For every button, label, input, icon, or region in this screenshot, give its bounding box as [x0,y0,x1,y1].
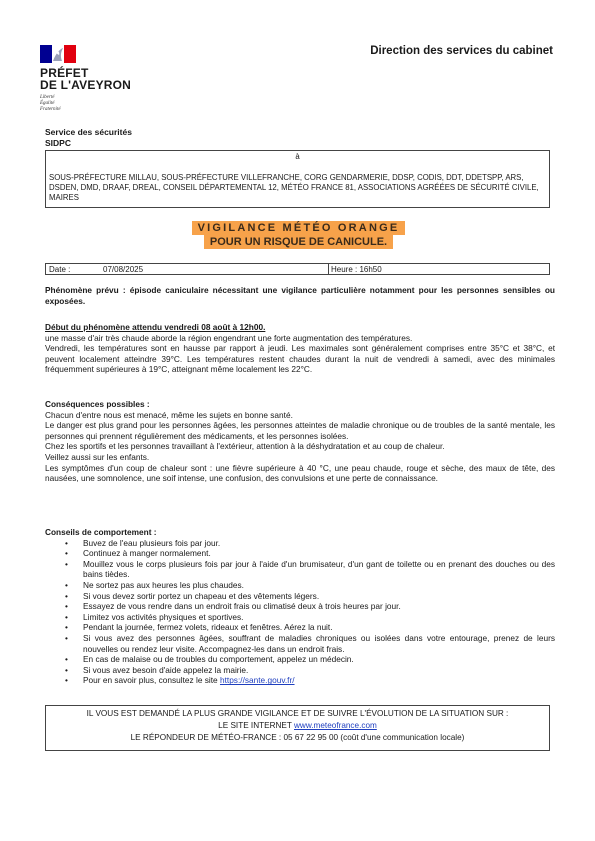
phenomene-text: épisode caniculaire nécessitant une vigilance particulière notamment pour les personnes sensibles ou exposées. [45,285,555,306]
list-item-text: Essayez de vous rendre dans un endroit frais ou climatisé deux à trois heures par jour. [83,601,401,612]
final-line-3: LE RÉPONDEUR DE MÉTÉO-FRANCE : 05 67 22 95 00 (coût d'une communication locale) [130,733,465,742]
list-item-text: Mouillez vous le corps plusieurs fois par jour à l'aide d'un brumisateur, d'un gant de toilette ou en prenant des douches ou des bains tièdes. [83,558,555,580]
bullet-icon: • [65,664,68,675]
prefecture-logo [40,45,140,113]
consequence-line: Chez les sportifs et les personnes travaillant à l'extérieur, attention à la déshydratation et au coup de chaleur. [45,441,445,452]
prefet-line1: PRÉFET [40,66,89,80]
list-item-text: Si vous avez besoin d'aide appelez la mairie. [83,664,249,675]
list-item-text: Continuez à manger normalement. [83,548,211,559]
debut-paragraph-1: une masse d'air très chaude aborde la région engendrant une forte augmentation des températures. [45,332,413,343]
debut-section [45,322,555,375]
debut-paragraph-2: Vendredi, les températures sont en hausse par rapport à jeudi. Les maximales sont généralement comprises entre 35°C et 38°C, et peuvent localement atteindre 39°C. Les températures restent chaudes durant la nuit de vendredi à samedi, avec des minimales fréquemment supérieures à 19°C, atteignant même localement les 22°C. [45,343,555,375]
vigilance-subtitle: POUR UN RISQUE DE CANICULE. [204,235,393,249]
list-item-text: Si vous avez des personnes âgées, souffrant de maladies chroniques ou isolées dans votre entourage, prenez de leurs nouvelles ou rendez leur visite. Accompagnez-les dans un endroit frais. [83,632,555,654]
sante-link[interactable]: https://sante.gouv.fr/ [219,675,295,686]
bullet-icon: • [65,548,68,559]
list-item [65,548,555,559]
list-item [65,654,555,665]
service-name: Service des sécurités [45,127,132,137]
bullet-icon: • [65,611,68,622]
list-item [65,622,555,633]
bullet-icon: • [65,601,68,612]
phenomene-section [45,285,555,306]
consequence-line: Chacun d'entre nous est menacé, même les sujets en bonne santé. [45,409,293,420]
list-item-text: Pour en savoir plus, consultez le site [83,675,220,686]
conseils-label: Conseils de comportement : [45,527,157,537]
list-item [65,538,555,549]
date-label: Date : [49,265,71,274]
phenomene-label: Phénomène prévu : [45,285,126,295]
vigilance-banner [181,221,416,249]
bullet-icon: • [65,654,68,665]
bullet-icon: • [65,558,68,569]
list-item [65,675,555,686]
final-line-2-prefix: LE SITE INTERNET [218,721,294,730]
vigilance-title: VIGILANCE MÉTÉO ORANGE [192,221,406,235]
service-block [45,127,132,149]
final-line-2 [46,720,549,732]
list-item [65,601,555,612]
list-item [65,665,555,676]
list-item-text: Limitez vos activités physiques et sportives. [83,611,244,622]
bullet-icon: • [65,632,68,643]
debut-label: Début du phénomène attendu vendredi 08 août à 12h00. [45,322,266,332]
bullet-icon: • [65,537,68,548]
addressees-box [45,150,550,208]
final-notice-box [45,705,550,751]
marianne-flag-icon [40,45,76,63]
bullet-icon: • [65,675,68,686]
list-item [65,633,555,654]
consequence-line: Veillez aussi sur les enfants. [45,451,150,462]
motto-egalite: Égalité [40,101,55,106]
motto-liberte: Liberté [40,95,55,100]
date-value: 07/08/2025 [103,265,144,274]
addressees-to: à [295,152,300,161]
list-item-text: Buvez de l'eau plusieurs fois par jour. [83,537,221,548]
date-row [45,263,550,275]
list-item [65,612,555,623]
motto-fraternite: Fraternité [40,107,61,112]
bullet-icon: • [65,579,68,590]
direction-title: Direction des services du cabinet [370,45,553,57]
list-item [65,580,555,591]
final-line-1: IL VOUS EST DEMANDÉ LA PLUS GRANDE VIGILANCE ET DE SUIVRE L'ÉVOLUTION DE LA SITUATION SUR : [86,709,509,718]
addressees-list: SOUS-PRÉFECTURE MILLAU, SOUS-PRÉFECTURE VILLEFRANCHE, CORG GENDARMERIE, DDSP, CODIS, DDT, DDETSPP, ARS, DSDEN, DMD, DRAAF, DREAL, CONSEIL DÉPARTEMENTAL 12, MÉTÉO FRANCE 81, ASSOCIATIONS AGRÉÉES DE SÉCURITÉ CIVILE, MAIRES [49,173,539,202]
prefet-line2: DE L'AVEYRON [40,78,132,92]
list-item-text: Si vous devez sortir portez un chapeau et des vêtements légers. [83,590,320,601]
list-item [65,591,555,602]
list-item-text: En cas de malaise ou de troubles du comportement, appelez un médecin. [83,654,354,665]
bullet-icon: • [65,590,68,601]
meteofrance-link[interactable]: www.meteofrance.com [294,721,377,730]
consequences-label: Conséquences possibles : [45,399,150,409]
list-item-text: Pendant la journée, fermez volets, rideaux et fenêtres. Aérez la nuit. [83,622,333,633]
conseils-section [45,527,555,686]
consequences-section [45,399,555,484]
republic-motto [40,95,140,113]
consequence-line: Le danger est plus grand pour les personnes âgées, les personnes atteintes de maladie chronique ou de troubles de la santé mentale, les personnes qui prennent régulièrement des médicaments, et les personnes isolées. [45,420,555,441]
heure-label: Heure : 16h50 [328,264,382,274]
list-item [65,559,555,580]
bullet-icon: • [65,622,68,633]
service-acronym: SIDPC [45,138,71,148]
consequence-line: Les symptômes d'un coup de chaleur sont : une fièvre supérieure à 40 °C, une peau chaude, rouge et sèche, des maux de tête, des nausées, une somnolence, une soif intense, une confusion, des convulsions et une perte de connaissance. [45,462,555,484]
conseils-list [45,538,555,686]
list-item-text: Ne sortez pas aux heures les plus chaudes. [83,579,244,590]
